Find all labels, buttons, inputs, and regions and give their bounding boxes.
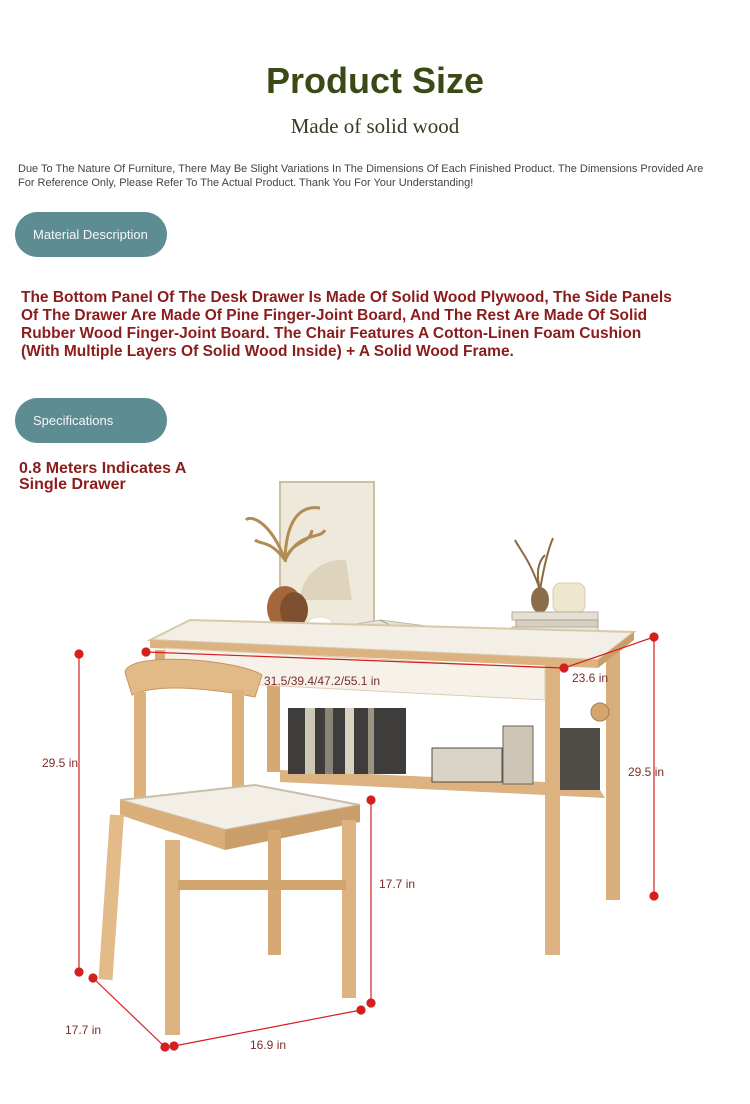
specifications-badge: Specifications <box>15 398 167 443</box>
size-disclaimer: Due To The Nature Of Furniture, There May Be Slight Variations In The Dimensions Of Each Finished Product. The Dimensions Provided Are For Reference Only, Please Refer To The Actual Product. Thank You For Your Understanding! <box>18 163 704 189</box>
chair-seat-height-label: 17.7 in <box>379 877 416 891</box>
page-subtitle: Made of solid wood <box>290 114 460 138</box>
desk-depth-label: 23.6 in <box>572 671 609 685</box>
right-decoration <box>512 538 598 634</box>
page-title: Product Size <box>265 60 485 101</box>
dimension-lines <box>75 633 658 1051</box>
chair-depth-label: 17.7 in <box>65 1023 102 1037</box>
material-description-badge: Material Description <box>15 212 167 257</box>
desk-height-left-label: 29.5 in <box>42 756 79 770</box>
drawer-note: 0.8 Meters Indicates A Single Drawer <box>19 460 186 493</box>
chair-width-label: 16.9 in <box>250 1038 287 1052</box>
material-description-text: The Bottom Panel Of The Desk Drawer Is Made Of Solid Wood Plywood, The Side Panels Of The Drawer Are Made Of Pine Finger-Joint Board, And The Rest Are Made Of Solid Rubber Wood Finger-Joint Board. The Chair Features A Cotton-Linen Foam Cushion (With Multiple Layers Of Solid Wood Inside) + A Solid Wood Frame. <box>21 289 672 360</box>
desk-width-label: 31.5/39.4/47.2/55.1 in <box>264 674 381 688</box>
desk-height-right-label: 29.5 in <box>628 765 665 779</box>
